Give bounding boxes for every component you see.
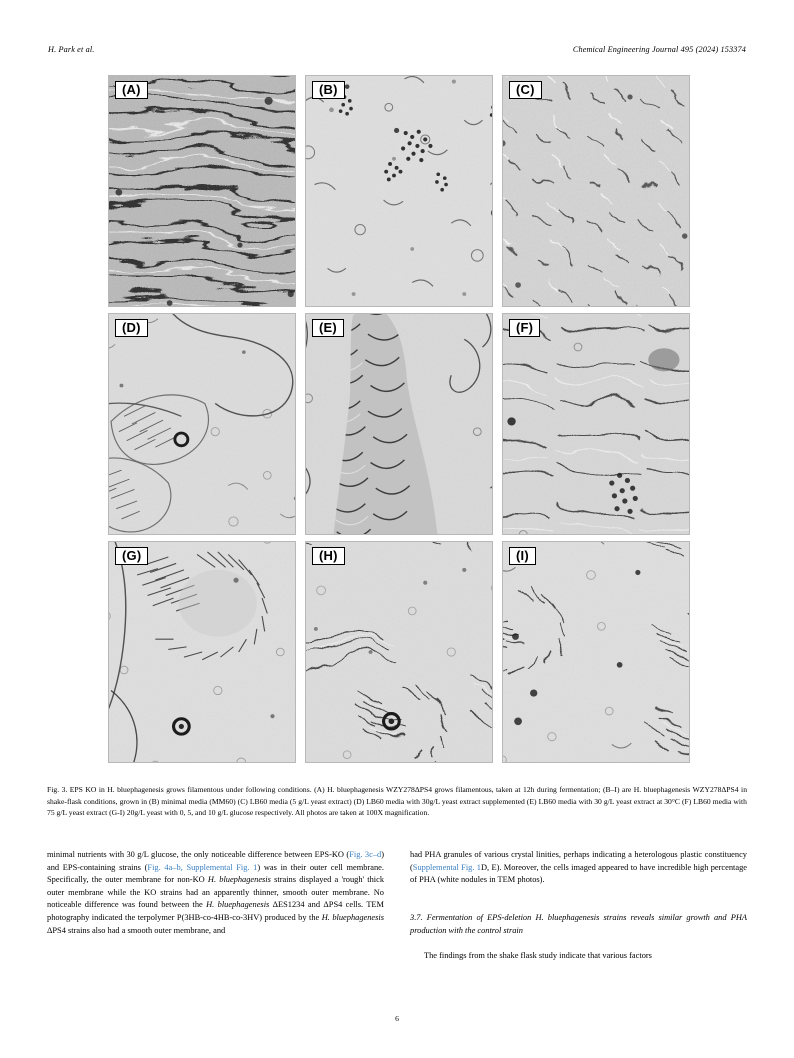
right-p1-seg1: had PHA granules of various crystal linities, perhaps indicating a heterologous plastic constituency ( [410, 850, 747, 872]
citation-link-fig4-suppl[interactable]: Fig. 4a–b, Supplemental Fig. 1 [147, 862, 258, 872]
left-p1-seg2: ) and EPS-containing strains ( [47, 850, 384, 872]
figure-panel-label-d: (D) [115, 319, 148, 337]
figure-row-1 [108, 75, 690, 307]
figure-panel-label-h: (H) [312, 547, 345, 565]
section-subheading-3-7: 3.7. Fermentation of EPS-deletion H. bluephagenesis strains reveals similar growth and PHA production with the control strain [410, 912, 747, 935]
figure-panel-f [502, 313, 690, 535]
spacer-2 [410, 899, 747, 912]
figure-panel-label-a: (A) [115, 81, 148, 99]
figure-panel-label-b: (B) [312, 81, 345, 99]
right-paragraph-1 [410, 849, 747, 887]
figure-panel-c [502, 75, 690, 307]
micrograph-f [502, 313, 690, 535]
figure-panel-e [305, 313, 493, 535]
figure-panel-label-c: (C) [509, 81, 542, 99]
running-head-journal: Chemical Engineering Journal 495 (2024) 153374 [572, 45, 746, 54]
figure-panel-i [502, 541, 690, 763]
spacer-3 [410, 937, 747, 950]
spacer-1 [410, 887, 747, 900]
page-number: 6 [395, 1014, 399, 1023]
micrograph-h [305, 541, 493, 763]
citation-link-suppl-fig1[interactable]: Supplemental Fig. 1 [412, 862, 481, 872]
figure-panel-label-i: (I) [509, 547, 536, 565]
body-column-left [47, 849, 384, 937]
micrograph-d [108, 313, 296, 535]
body-columns [47, 849, 747, 1009]
right-p1-seg2: D, E). Moreover, the cells imaged appeared to have incredible high percentage of PHA (white nodules in TEM photos). [410, 862, 747, 885]
species-name-2: H. bluephagenesis [206, 900, 270, 910]
figure-panel-a [108, 75, 296, 307]
citation-link-fig3[interactable]: Fig. 3c–d [349, 850, 382, 859]
left-paragraph-1 [47, 849, 384, 937]
species-name-3: H. bluephagenesis [321, 912, 384, 922]
figure-caption-prefix: Fig. 3. [47, 785, 68, 794]
figure-3-grid [108, 75, 690, 775]
figure-panel-label-f: (F) [509, 319, 540, 337]
species-name-1: H. bluephagenesis [207, 875, 271, 885]
left-p1-seg6: ΔPS4 strains also had a smooth outer membrane, and [47, 925, 226, 935]
figure-panel-g [108, 541, 296, 763]
micrograph-b [305, 75, 493, 307]
micrograph-g [108, 541, 296, 763]
figure-panel-b [305, 75, 493, 307]
micrograph-c [502, 75, 690, 307]
figure-panel-d [108, 313, 296, 535]
figure-row-2 [108, 313, 690, 535]
figure-caption [47, 784, 747, 819]
figure-panel-h [305, 541, 493, 763]
figure-caption-text: EPS KO in H. bluephagenesis grows filamentous under following conditions. (A) H. bluephagenesis WZY278ΔPS4 grows filamentous, taken at 12h during fermentation; (B–I) are H. bluephagenesis WZY278ΔPS4 in shake-flask conditions, grown in (B) minimal media (MM60) (C) LB60 media (5 g/L yeast extract) (D) LB60 media with 30g/L yeast extract supplemented (E) LB60 media with 30 g/L yeast extract at 30°C (F) LB60 media with 75 g/L yeast extract (G-I) 20g/L yeast with 0, 5, and 10 g/L glucose respectively. All photos are taken at 100X magnification. [47, 785, 748, 818]
right-paragraph-2: The findings from the shake flask study indicate that various factors [424, 950, 652, 960]
left-p1-seg1: minimal nutrients with 30 g/L glucose, the only noticeable difference between EPS-KO ( [47, 850, 350, 859]
micrograph-i [502, 541, 690, 763]
running-head [48, 45, 746, 59]
micrograph-e [305, 313, 493, 535]
running-head-authors: H. Park et al. [48, 45, 95, 54]
figure-panel-label-g: (G) [115, 547, 148, 565]
body-column-right [410, 849, 747, 962]
left-p1-seg3: ) was in their outer cell membrane. Specifically, the outer membrane for non-KO [47, 862, 384, 885]
left-p1-seg4: strains displayed a 'rough' thick outer membrane while the KO strains had an apparently thinner, smooth outer membrane. No noticeable difference was found between the [47, 875, 385, 910]
figure-panel-label-e: (E) [312, 319, 344, 337]
figure-row-3 [108, 541, 690, 763]
left-p1-seg5: ΔES1234 and ΔPS4 cells. TEM photography indicated the terpolymer P(3HB-co-4HB-co-3HV) produced by the [47, 900, 384, 922]
micrograph-a [108, 75, 296, 307]
